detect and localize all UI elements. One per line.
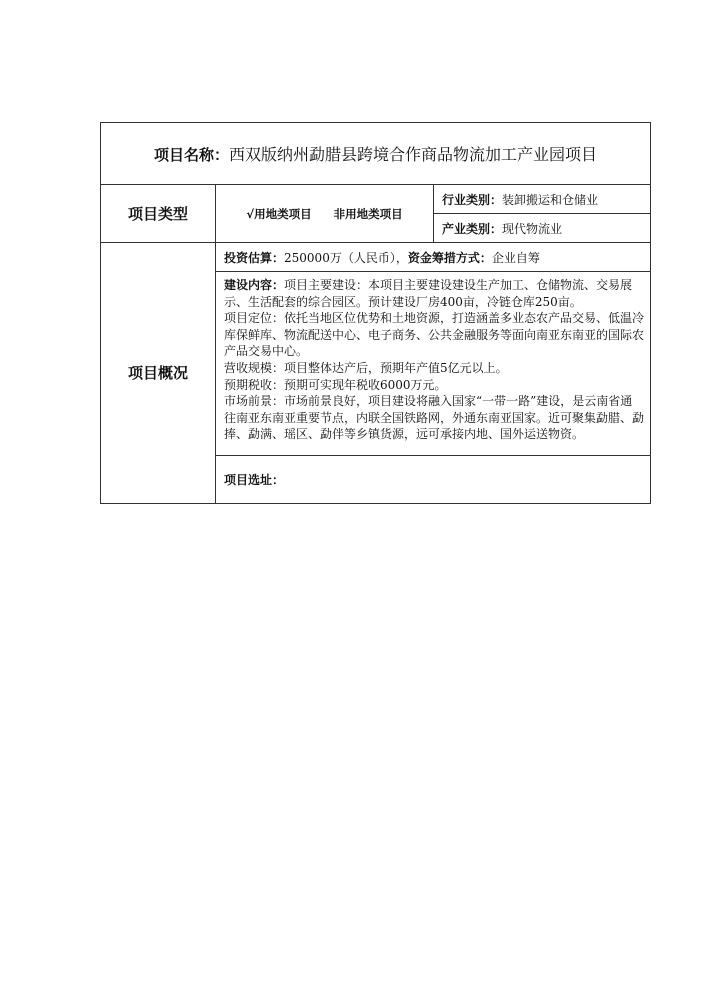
project-name-label: 项目名称： bbox=[154, 146, 230, 164]
tax-paragraph: 预期税收：预期可实现年税收6000万元。 bbox=[224, 377, 447, 392]
sector-category-label: 产业类别： bbox=[442, 221, 503, 236]
project-type-row-1 bbox=[101, 185, 651, 214]
market-paragraph: 市场前景：市场前景良好，项目建设将融入国家“一带一路”建设，是云南省通往南亚东南亚重要节点，内联全国铁路网，外通东南亚国家。近可聚集勐腊、勐捧、勐满、瑶区、勐伴等乡镇货源，远可承接内地、国外运送物资。 bbox=[224, 394, 645, 442]
funding-value: 企业自筹 bbox=[491, 250, 540, 265]
project-name-cell bbox=[101, 123, 651, 185]
industry-category-value: 装卸搬运和仓储业 bbox=[502, 192, 599, 207]
site-label: 项目选址： bbox=[224, 472, 285, 487]
site-cell bbox=[216, 455, 651, 503]
project-name-row bbox=[101, 123, 651, 185]
non-land-use-option: 非用地类项目 bbox=[333, 206, 403, 221]
project-name-value: 西双版纳州勐腊县跨境合作商品物流加工产业园项目 bbox=[229, 145, 598, 164]
investment-row bbox=[101, 243, 651, 272]
land-use-option: √用地类项目 bbox=[246, 206, 312, 221]
investment-value: 250000万（人民币）， bbox=[284, 250, 408, 265]
sector-category-cell bbox=[434, 214, 651, 243]
revenue-paragraph: 营收规模：项目整体达产后，预期年产值5亿元以上。 bbox=[224, 360, 508, 375]
industry-category-cell bbox=[434, 185, 651, 214]
overview-label: 项目概况 bbox=[101, 243, 216, 504]
construction-text: 项目主要建设：本项目主要建设建设生产加工、仓储物流、交易展示、生活配套的综合园区。预计建设厂房400亩，冷链仓库250亩。 bbox=[224, 278, 633, 309]
construction-content-cell bbox=[216, 272, 651, 456]
construction-label: 建设内容： bbox=[224, 278, 285, 292]
investment-label: 投资估算： bbox=[224, 250, 285, 265]
project-type-label: 项目类型 bbox=[101, 185, 216, 243]
project-type-options bbox=[216, 185, 434, 243]
funding-label: 资金筹措方式： bbox=[407, 250, 492, 265]
project-info-table bbox=[100, 122, 651, 504]
investment-cell bbox=[216, 243, 651, 272]
positioning-paragraph: 项目定位：依托当地区位优势和土地资源，打造涵盖多业态农产品交易、低温冷库保鲜库、物流配送中心、电子商务、公共金融服务等面向南亚东南亚的国际农产品交易中心。 bbox=[224, 311, 645, 359]
industry-category-label: 行业类别： bbox=[442, 192, 503, 207]
construction-paragraph bbox=[224, 277, 644, 310]
sector-category-value: 现代物流业 bbox=[502, 221, 563, 236]
